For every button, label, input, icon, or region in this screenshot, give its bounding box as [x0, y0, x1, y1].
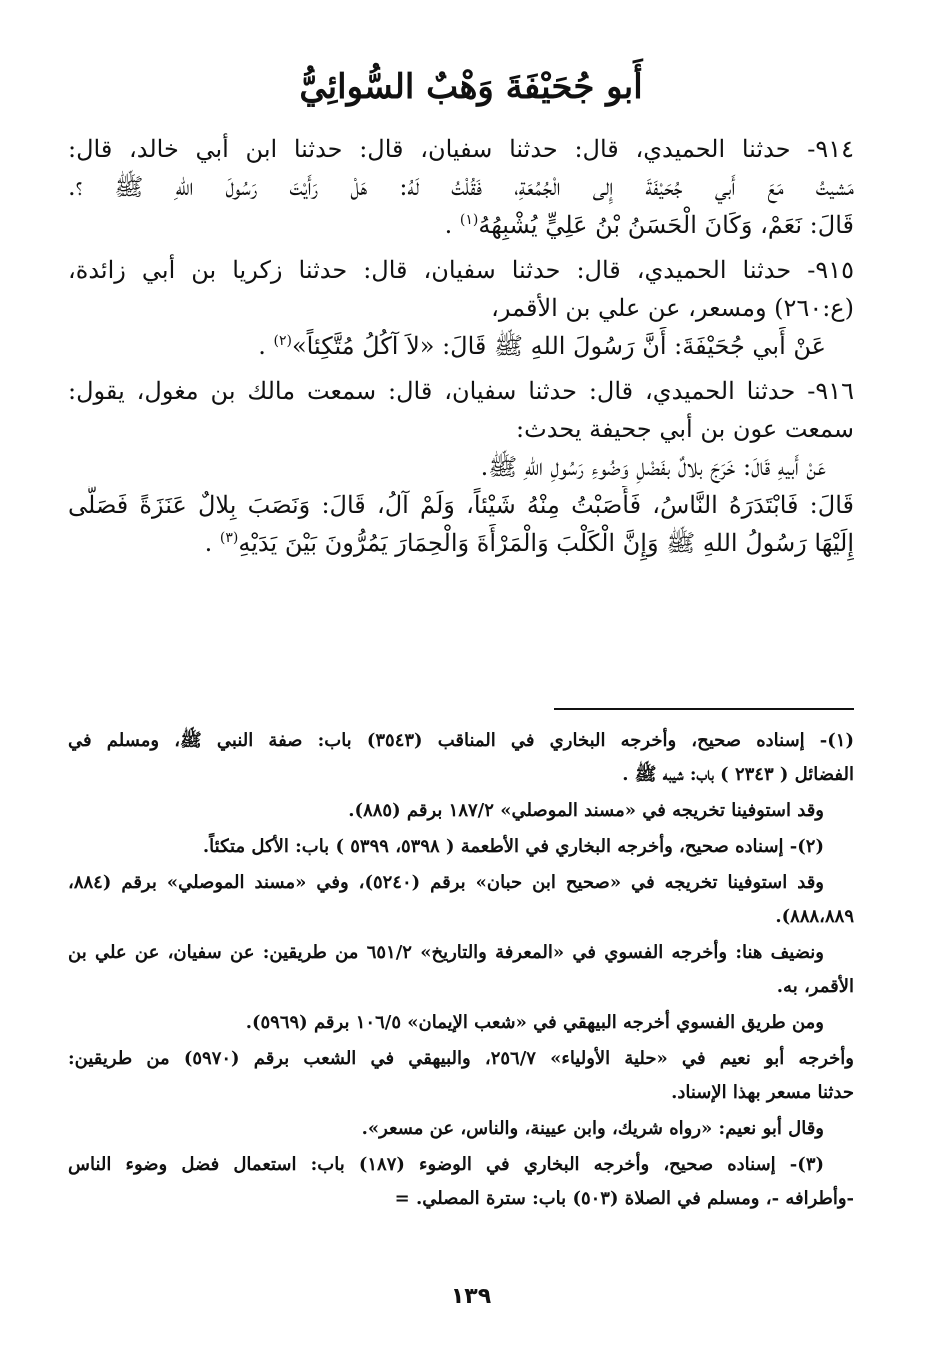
chapter-title: أَبو جُحَيْفَةَ وَهْبٌ السُّوائِيُّ — [299, 67, 643, 107]
footnote-2-line-8: حدثنا مسعر بهذا الإسناد. — [671, 1082, 854, 1103]
hadith-916-isnad: ٩١٦- حدثنا الحميدي، قال: حدثنا سفيان، قال: سمعت مالك بن مغول، يقول: — [68, 377, 854, 405]
footnote-2-line-9: وقال أبو نعيم: «رواه شريك، وابن عيينة، والناس، عن مسعر». — [361, 1118, 824, 1139]
footnote-ref-1: (١) — [459, 212, 479, 228]
footnote-divider — [554, 708, 854, 710]
footnote-2-line-4: ونضيف هنا: وأخرجه الفسوي في «المعرفة والتاريخ» ٦٥١/٢ من طريقين: عن سفيان، عن علي بن — [68, 942, 824, 963]
footnote-2-line-1: (٢)- إسناده صحيح، وأخرجه البخاري في الأطعمة ( ٥٣٩٨، ٥٣٩٩ ) باب: الأكل متكئاً. — [202, 836, 824, 857]
sentence-end: . — [204, 529, 220, 557]
hadith-915-matn-text: عَنْ أَبي جُحَيْفَةَ: أَنَّ رَسُولَ اللهِ ﷺ قَالَ: «لاَ آكُلُ مُتَّكِئاً» — [291, 332, 826, 360]
footnote-2-line-3: ٨٨٨،٨٨٩). — [775, 906, 854, 927]
footnote-3-line-2: -وأطرافه -، ومسلم في الصلاة (٥٠٣) باب: سترة المصلي. = — [394, 1188, 854, 1209]
hadith-914-isnad: ٩١٤- حدثنا الحميدي، قال: حدثنا سفيان، قال: حدثنا ابن أبي خالد، قال: — [68, 135, 854, 163]
main-text — [68, 130, 854, 562]
hadith-916-matn-line-3 — [68, 524, 854, 562]
footnote-3-line-1: (٣)- إسناده صحيح، وأخرجه البخاري في الوضوء (١٨٧) باب: استعمال فضل وضوء الناس — [68, 1154, 825, 1175]
hadith-916-matn-text: إِلَيْهَا رَسُولُ اللهِ ﷺ وَإِنَّ الْكَلْبَ وَالْمَرْأَةَ وَالْحِمَارَ يَمُرُّونَ بَيْنَ يَدَيْهِ — [238, 529, 854, 557]
hadith-916-matn-line-2: قَالَ: فَابْتَدَرَهُ النَّاسُ، فَأَصَبْتُ مِنْهُ شَيْئاً، وَلَمْ آلُ، قَالَ: وَنَصَبَ بِلالٌ عَنَزَةً فَصَلَّى — [68, 491, 854, 519]
footnote-1-line-2: الفضائل ( ٢٣٤٣ ) باب: شيبه ﷺ . — [622, 764, 854, 785]
hadith-915-matn — [68, 327, 854, 365]
footnote-1-line-3: وقد استوفينا تخريجه في «مسند الموصلي» ١٨٧/٢ برقم (٨٨٥). — [348, 800, 824, 821]
hadith-915-isnad-cont: (ع:٢٦٠) ومسعر، عن علي بن الأقمر، — [491, 294, 854, 322]
hadith-914-matn-line-1: مَشيتُ مَعَ أَبي جُحَيْفَةَ إِلى الْجُمُعَةِ، فَقُلْتُ لَهُ: هَلْ رَأَيْتَ رَسُولَ اللهِ ﷺ ؟. — [68, 173, 854, 201]
sentence-end: . — [444, 211, 460, 239]
hadith-914-matn-text: قَالَ: نَعَمْ، وَكَانَ الْحَسَنُ بْنُ عَلِيٍّ يُشْبِهُهُ — [478, 211, 854, 239]
footnote-2-line-5: الأقمر، به. — [776, 976, 854, 997]
hadith-916-isnad-cont: سمعت عون بن أبي جحيفة يحدث: — [516, 415, 854, 443]
footnote-2-line-7: وأخرجه أبو نعيم في «حلية الأولياء» ٢٥٦/٧، والبيهقي في الشعب برقم (٥٩٧٠) من طريقين: — [68, 1048, 854, 1069]
footnote-2-line-6: ومن طريق الفسوي أخرجه البيهقي في «شعب الإيمان» ١٠٦/٥ برقم (٥٩٦٩). — [245, 1012, 824, 1033]
page-number: ١٣٩ — [450, 1284, 492, 1309]
footnote-2-line-2: وقد استوفينا تخريجه في «صحيح ابن حبان» برقم (٥٢٤٠)، وفي «مسند الموصلي» برقم (٨٨٤، — [68, 872, 824, 893]
footnote-ref-3: (٣) — [219, 530, 239, 546]
hadith-915-isnad: ٩١٥- حدثنا الحميدي، قال: حدثنا سفيان، قال: حدثنا زكريا بن أبي زائدة، — [68, 256, 854, 284]
footnote-1-line-1: (١)- إسناده صحيح، وأخرجه البخاري في المناقب (٣٥٤٣) باب: صفة النبي ﷺ، ومسلم في — [68, 730, 854, 751]
hadith-916-matn-line-1: عَنْ أَبيهِ قَالَ: خَرَجَ بلالٌ بفَضْلِ وَضُوءِ رَسُولِ اللهِ ﷺ. — [480, 453, 826, 481]
hadith-914-matn-line-2 — [68, 206, 854, 244]
footnote-ref-2: (٢) — [273, 333, 292, 349]
sentence-end: . — [258, 332, 274, 360]
footnotes — [68, 724, 854, 1216]
